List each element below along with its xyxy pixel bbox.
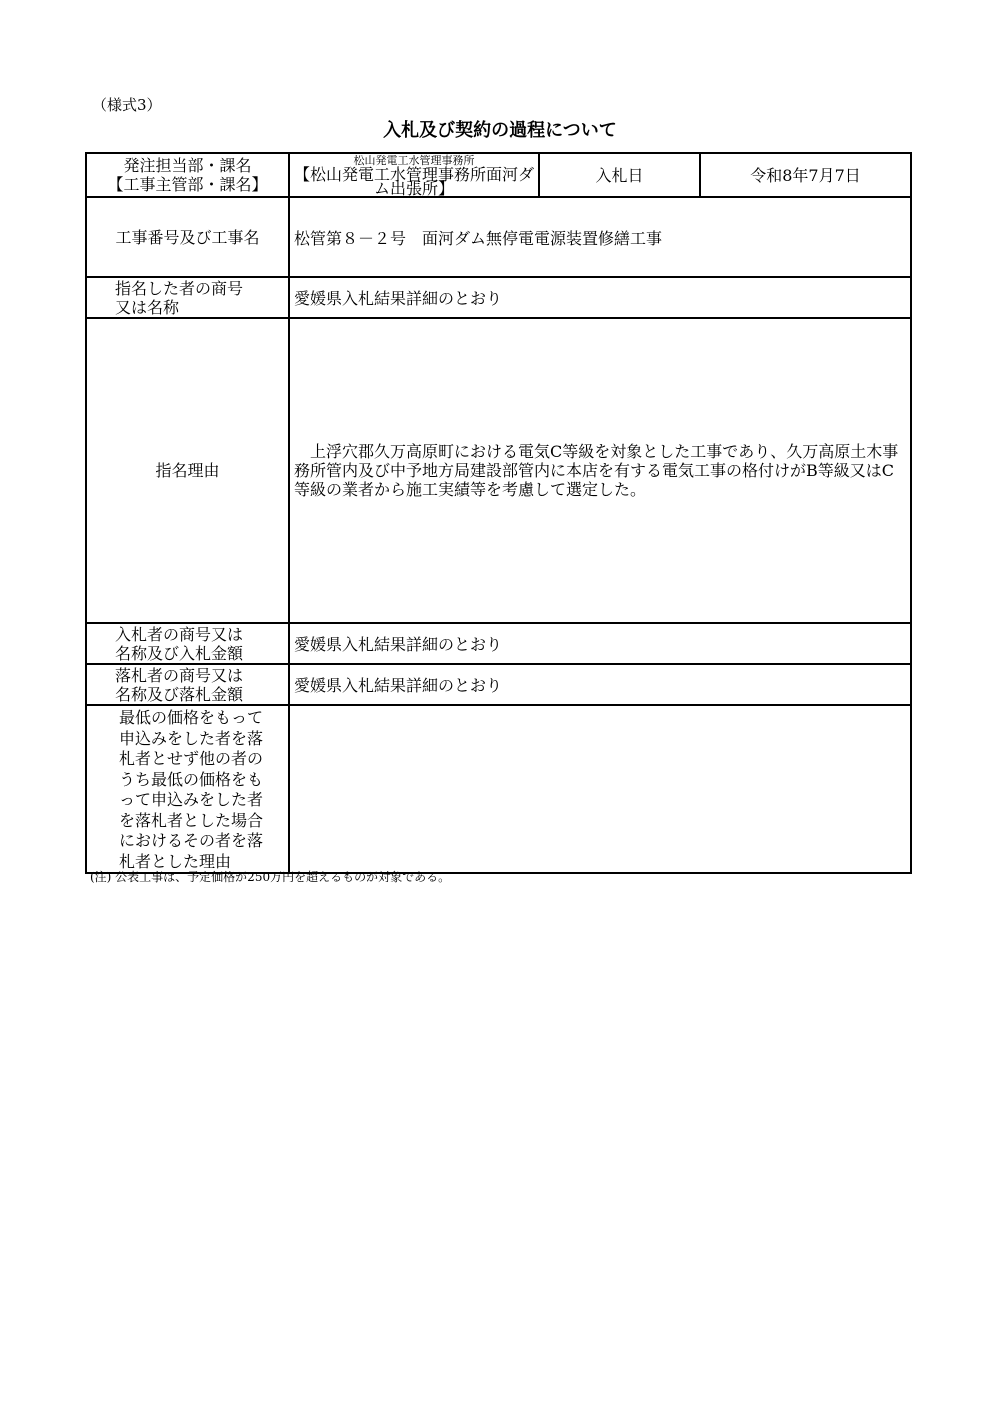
row-exception bbox=[86, 705, 911, 873]
nominee-value: 愛媛県入札結果詳細のとおり bbox=[289, 277, 911, 318]
work-value: 松管第８－２号 面河ダム無停電電源装置修繕工事 bbox=[289, 197, 911, 277]
winner-label: 落札者の商号又は bbox=[115, 665, 244, 685]
row-winner bbox=[86, 664, 911, 705]
bid-date-label: 入札日 bbox=[539, 153, 700, 197]
exception-label-line: を落札者とした場合 bbox=[119, 810, 264, 830]
winner-sub-label: 名称及び落札金額 bbox=[115, 684, 244, 704]
winner-label-cell bbox=[86, 664, 289, 705]
department-sub-label: 【工事主管部・課名】 bbox=[107, 175, 268, 194]
exception-label-line: 札者とせず他の者の bbox=[119, 749, 264, 768]
exception-value bbox=[289, 705, 911, 873]
document-title: 入札及び契約の過程について bbox=[383, 120, 617, 141]
bidder-label: 入札者の商号又は bbox=[115, 624, 244, 644]
row-bidder bbox=[86, 623, 911, 664]
bid-date-value: 令和8年7月7日 bbox=[700, 153, 911, 197]
bidder-value: 愛媛県入札結果詳細のとおり bbox=[289, 623, 911, 664]
work-label: 工事番号及び工事名 bbox=[86, 197, 289, 277]
exception-label-line: うち最低の価格をも bbox=[119, 769, 264, 789]
office-sub-name: 【松山発電工水管理事務所面河ダム出張所】 bbox=[293, 165, 534, 198]
form-number-label: （様式3） bbox=[92, 96, 162, 114]
bidder-label-cell bbox=[86, 623, 289, 664]
exception-label-line: 最低の価格をもって bbox=[119, 708, 264, 727]
row-nominee bbox=[86, 277, 911, 318]
nominee-sub-label: 又は名称 bbox=[115, 297, 180, 317]
contract-process-table bbox=[85, 152, 912, 874]
exception-label-line: 札者とした理由 bbox=[119, 851, 232, 871]
exception-label-line: って申込みをした者 bbox=[119, 790, 264, 809]
exception-label-cell bbox=[86, 705, 289, 873]
office-name: 松山発電工水管理事務所 bbox=[353, 154, 475, 167]
nominee-label: 指名した者の商号 bbox=[115, 278, 244, 298]
winner-value: 愛媛県入札結果詳細のとおり bbox=[289, 664, 911, 705]
footnote: (注) 公表工事は、予定価格が250万円を超えるものが対象である。 bbox=[90, 870, 451, 884]
department-label: 発注担当部・課名 bbox=[123, 156, 252, 175]
reason-value: 上浮穴郡久万高原町における電気C等級を対象とした工事であり、久万高原土木事務所管内及び中予地方局建設部管内に本店を有する電気工事の格付けがB等級又はC等級の業者から施工実績等を考慮して選定した。 bbox=[289, 318, 911, 623]
row-work bbox=[86, 197, 911, 277]
bidder-sub-label: 名称及び入札金額 bbox=[115, 643, 244, 663]
exception-label-line: 申込みをした者を落 bbox=[119, 728, 264, 748]
nominee-label-cell bbox=[86, 277, 289, 318]
row-reason bbox=[86, 318, 911, 623]
exception-label-line: におけるその者を落 bbox=[119, 831, 264, 850]
office-cell bbox=[289, 153, 539, 197]
reason-label: 指名理由 bbox=[86, 318, 289, 623]
department-label-cell bbox=[86, 153, 289, 197]
row-department bbox=[86, 153, 911, 197]
